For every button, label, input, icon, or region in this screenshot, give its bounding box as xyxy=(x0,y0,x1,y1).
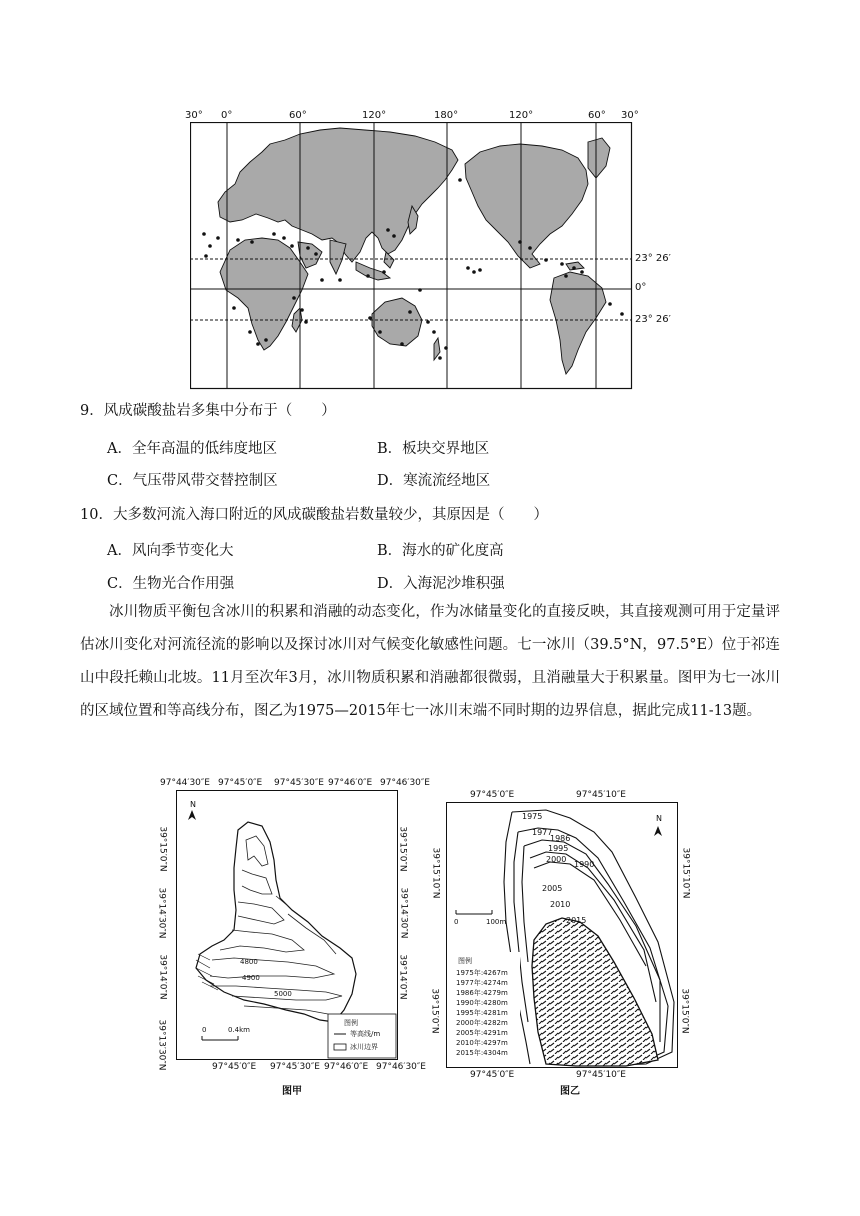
fig-a-scale-zero: 0 xyxy=(202,1026,207,1034)
fig-b-legend-item: 2000年:4282m xyxy=(456,1019,508,1027)
fig-b-legend-item: 2010年:4297m xyxy=(456,1039,508,1047)
map-lon-label: 120° xyxy=(509,110,534,121)
map-lat-label: 23° 26′ xyxy=(635,253,671,264)
fig-b-top-label: 97°45′10″E xyxy=(576,790,626,800)
fig-b-legend-item: 1975年:4267m xyxy=(456,969,508,977)
fig-b-legend-item: 1977年:4274m xyxy=(456,979,508,987)
fig-a-legend-item: 等高线/m xyxy=(350,1030,381,1038)
fig-a-bottom-label: 97°45′30″E xyxy=(270,1062,320,1072)
map-lon-label: 30° xyxy=(621,110,639,121)
fig-b-year-label: 2005 xyxy=(542,884,563,893)
fig-b-year-label: 2000 xyxy=(546,855,567,864)
question-9-option-b[interactable]: B．板块交界地区 xyxy=(377,441,490,457)
fig-b-bottom-label: 97°45′0″E xyxy=(470,1070,515,1080)
map-lat-label: 23° 26′ xyxy=(635,314,671,325)
fig-b-legend-item: 1986年:4279m xyxy=(456,989,508,997)
world-map xyxy=(190,122,637,391)
fig-a-bottom-label: 97°46′0″E xyxy=(324,1062,369,1072)
fig-a-north-label: N xyxy=(190,800,196,809)
fig-b-year-label: 1986 xyxy=(550,834,571,843)
fig-b-year-label: 2015 xyxy=(566,916,587,925)
fig-a-left-label: 39°14′30″N xyxy=(156,887,167,939)
fig-b-legend-item: 2015年:4304m xyxy=(456,1049,508,1057)
passage-text: 冰川物质平衡包含冰川的积累和消融的动态变化，作为冰储量变化的直接反映，其直接观测可用于定量评估冰川变化对河流径流的影响以及探讨冰川对气候变化敏感性问题。七一冰川（39.5°N，97.5°E）位于祁连山中段托赖山北坡。11月至次年3月，冰川物质积累和消融都很微弱，且消融量大于积累量。图甲为七一冰川的区域位置和等高线分布，图乙为1975—2015年七一冰川末端不同时期的边界信息，据此完成11-13题。 xyxy=(80,604,780,719)
question-10-option-b[interactable]: B．海水的矿化度高 xyxy=(377,543,504,559)
fig-b-scale-end: 100m xyxy=(486,918,507,926)
map-lat-label: 0° xyxy=(635,282,647,293)
question-10-option-d[interactable]: D．入海泥沙堆积强 xyxy=(377,576,505,592)
fig-a-map xyxy=(176,790,398,1060)
fig-b-year-label: 1995 xyxy=(548,844,569,853)
fig-a-top-label: 97°45′30″E xyxy=(274,778,324,788)
fig-b-year-label: 1990 xyxy=(574,860,595,869)
fig-a-right-label: 39°14′30″N xyxy=(398,887,409,939)
fig-b-scale-zero: 0 xyxy=(454,918,459,926)
map-lon-label: 60° xyxy=(588,110,606,121)
map-lon-label: 0° xyxy=(221,110,233,121)
fig-a-left-label: 39°15′0″N xyxy=(157,826,168,872)
fig-b-bottom-label: 97°45′10″E xyxy=(576,1070,626,1080)
question-10-option-c[interactable]: C．生物光合作用强 xyxy=(107,576,235,592)
fig-a-right-label: 39°15′0″N xyxy=(397,826,408,872)
fig-b-caption: 图乙 xyxy=(560,1086,580,1097)
fig-a-legend-title: 图例 xyxy=(344,1019,358,1027)
fig-b-legend-item: 1995年:4281m xyxy=(456,1009,508,1017)
figure-b xyxy=(428,782,700,1102)
fig-a-top-label: 97°46′0″E xyxy=(328,778,373,788)
map-lon-label: 60° xyxy=(289,110,307,121)
fig-a-left-label: 39°14′0″N xyxy=(157,954,168,1000)
fig-a-scale-end: 0.4km xyxy=(228,1026,251,1034)
fig-a-contour-label: 4800 xyxy=(240,958,258,966)
fig-b-right-label: 39°15′10″N xyxy=(680,847,691,899)
fig-b-top-label: 97°45′0″E xyxy=(470,790,515,800)
fig-b-north-label: N xyxy=(656,814,662,823)
question-9-stem: 9．风成碳酸盐岩多集中分布于（ ） xyxy=(80,403,336,419)
fig-b-year-label: 1977 xyxy=(532,828,553,837)
fig-a-legend-item: 冰川边界 xyxy=(350,1043,378,1051)
fig-a-top-label: 97°44′30″E xyxy=(160,778,210,788)
fig-a-right-label: 39°14′0″N xyxy=(397,954,408,1000)
fig-b-legend-title: 图例 xyxy=(458,957,472,965)
question-9-option-a[interactable]: A．全年高温的低纬度地区 xyxy=(107,441,277,457)
fig-a-top-label: 97°45′0″E xyxy=(218,778,263,788)
fig-a-bottom-label: 97°45′0″E xyxy=(212,1062,257,1072)
world-map-figure xyxy=(185,108,675,392)
map-lon-label: 180° xyxy=(434,110,459,121)
fig-a-caption: 图甲 xyxy=(282,1086,302,1097)
fig-a-bottom-label: 97°46′30″E xyxy=(376,1062,426,1072)
question-9-option-c[interactable]: C．气压带风带交替控制区 xyxy=(107,473,278,489)
fig-b-legend-item: 2005年:4291m xyxy=(456,1029,508,1037)
fig-a-left-label: 39°13′30″N xyxy=(156,1019,167,1071)
question-10-stem: 10．大多数河流入海口附近的风成碳酸盐岩数量较少，其原因是（ ） xyxy=(80,507,548,523)
fig-b-year-label: 2010 xyxy=(550,900,571,909)
fig-b-legend-item: 1990年:4280m xyxy=(456,999,508,1007)
fig-a-contour-label: 4900 xyxy=(242,974,260,982)
question-9-option-d[interactable]: D．寒流流经地区 xyxy=(377,473,491,489)
fig-a-top-label: 97°46′30″E xyxy=(380,778,430,788)
fig-b-right-label: 39°15′0″N xyxy=(679,988,690,1034)
fig-b-left-label: 39°15′0″N xyxy=(429,988,440,1034)
fig-a-contour-label: 5000 xyxy=(274,990,292,998)
fig-b-left-label: 39°15′10″N xyxy=(430,847,441,899)
map-lon-label: 30° xyxy=(185,110,203,121)
question-10-option-a[interactable]: A．风向季节变化大 xyxy=(107,543,234,559)
map-lon-label: 120° xyxy=(362,110,387,121)
fig-b-year-label: 1975 xyxy=(522,812,543,821)
figure-a xyxy=(156,772,430,1102)
